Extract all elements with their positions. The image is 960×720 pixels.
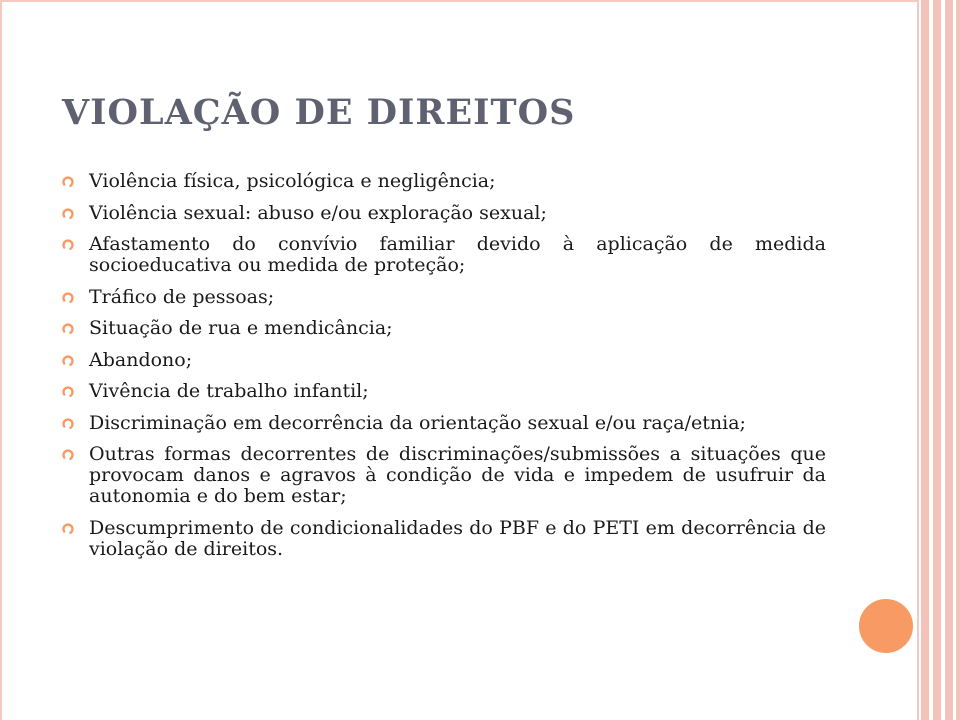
orange-ring-bullet-icon [62,176,74,188]
bullet-item [62,381,826,402]
bullet-text: Descumprimento de condicionalidades do PBF e do PETI em decorrência de violação de direitos. [89,516,826,560]
bullet-item [62,350,826,371]
orange-ring-bullet-icon [62,449,74,461]
bullet-text: Violência sexual: abuso e/ou exploração sexual; [89,201,547,224]
bullet-text: Situação de rua e mendicância; [89,317,393,339]
bullet-text: Tráfico de pessoas; [89,285,275,308]
bullet-item [62,444,826,507]
bullet-text: Vivência de trabalho infantil; [89,380,369,402]
orange-ring-bullet-icon [62,386,74,398]
bullet-text: Afastamento do convívio familiar devido à aplicação de medida socioeducativa ou medida de proteção; [89,233,826,276]
bullet-item [62,203,826,224]
bullet-text: Outras formas decorrentes de discriminações/submissões a situações que provocam danos e agravos à condição de vida e impedem de usufruir da autonomia e do bem estar; [89,443,826,507]
bullet-item [62,287,826,308]
decorative-circle [856,596,916,656]
bullet-item [62,171,826,192]
bullet-list [62,171,826,570]
orange-ring-bullet-icon [62,323,74,335]
bullet-text: Abandono; [89,348,193,371]
decorative-stripe-band [919,0,960,720]
slide-title: VIOLAÇÃO DE DIREITOS [62,92,576,133]
orange-ring-bullet-icon [62,239,74,251]
orange-ring-bullet-icon [62,418,74,430]
bullet-text: Discriminação em decorrência da orientação sexual e/ou raça/etnia; [89,411,746,434]
bullet-item [62,518,826,560]
bullet-item [62,234,826,276]
orange-ring-bullet-icon [62,355,74,367]
orange-ring-bullet-icon [62,292,74,304]
orange-ring-bullet-icon [62,208,74,220]
bullet-text: Violência física, psicológica e negligência; [89,170,496,192]
orange-ring-bullet-icon [62,523,74,535]
bullet-item [62,318,826,339]
bullet-item [62,413,826,434]
